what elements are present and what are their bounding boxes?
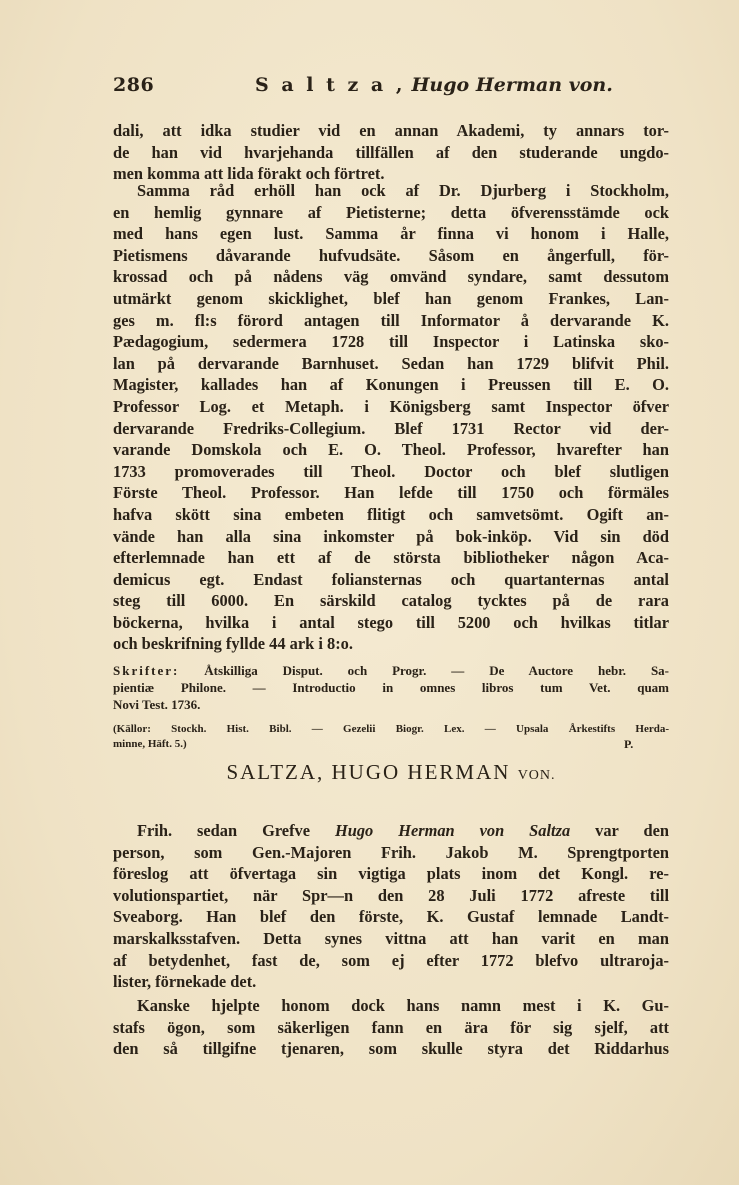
text-line: volutionspartiet, när Spr—n den 28 Juli 1772 afreste till [113, 885, 669, 905]
text-line: Förste Theol. Professor. Han lefde till 1750 och förmäles [113, 483, 669, 503]
text-line: böckerna, hvilka i antal stego till 5200 och hvilkas titlar [113, 612, 669, 632]
sources-label: (Källor: [113, 723, 151, 735]
text-line: dali, att idka studier vid en annan Akademi, ty annars tor- [113, 121, 669, 140]
text-line: föreslog att öfvertaga sin vigtiga plats inom det Kongl. re- [113, 864, 669, 884]
works-line: pientiæ Philone. — Introductio in omnes libros tum Vet. quam [113, 680, 669, 695]
section-heading-main: SALTZA, HUGO HERMAN [226, 760, 511, 784]
text-line: Pædagogium, sedermera 1728 till Inspector i Latinska sko- [113, 332, 669, 352]
text-line: utmärkt genom skicklighet, blef han genom Frankes, Lan- [113, 288, 669, 308]
text-pre: Frih. sedan Grefve [137, 821, 310, 840]
text-line: krossad och på nådens väg omvänd syndare, samt dessutom [113, 267, 669, 287]
paragraph-3 [113, 820, 669, 993]
works-line [113, 662, 669, 679]
text-line: vände han alla sina inkomster på bok-inköp. Vid sin död [113, 526, 669, 546]
text-line: hafva skött sina embeten flitigt och samvetsömt. Ogift an- [113, 504, 669, 524]
paragraph-4 [113, 995, 669, 1060]
sources-line: minne, Häft. 5.) [113, 738, 187, 750]
text-line: dervarande Fredriks-Collegium. Blef 1731 Rector vid der- [113, 418, 669, 438]
text-line: efterlemnade han ett af de största bibliotheker någon Aca- [113, 548, 669, 568]
running-title-italic: Hugo Herman von. [411, 74, 613, 96]
works-text: Åtskilliga Disput. och Progr. — De Auctore hebr. Sa- [204, 663, 669, 678]
text-line: de han vid hvarjehanda tillfällen af den studerande ungdo- [113, 142, 669, 162]
text-line: stafs ögon, som säkerligen fann en ära för sig sjelf, att [113, 1017, 669, 1037]
text-line: Magister, kallades han af Konungen i Preussen till E. O. [113, 375, 669, 395]
text-line: Professor Log. et Metaph. i Königsberg samt Inspector öfver [113, 396, 669, 416]
sources-text: Stockh. Hist. Bibl. — Gezelii Biogr. Lex. — Upsala Årkestifts Herda- [171, 723, 669, 735]
sources-line [113, 722, 669, 737]
text-line: steg till 6000. En särskild catalog tycktes på de rara [113, 591, 669, 611]
person-name: Hugo Herman von Saltza [334, 821, 571, 840]
text-line: af betydenhet, fast de, som ej efter 1772 blefvo ultraroja- [113, 950, 669, 970]
paragraph-2 [113, 180, 669, 655]
running-title-caps: S a l t z a , [255, 74, 406, 96]
text-line: men komma att lida förakt och förtret. [113, 164, 385, 184]
text-line: person, som Gen.-Majoren Frih. Jakob M. Sprengtporten [113, 842, 669, 862]
text-post: var den [595, 821, 669, 840]
text-line: ges m. fl:s förord antagen till Informator å dervarande K. [113, 310, 669, 330]
text-line: Sveaborg. Han blef den förste, K. Gustaf lemnade Landt- [113, 907, 669, 927]
text-line [113, 820, 669, 842]
section-heading [113, 760, 669, 785]
section-heading-small: VON. [517, 768, 556, 783]
text-line: Samma råd erhöll han ock af Dr. Djurberg i Stockholm, [137, 181, 669, 200]
running-title [255, 74, 613, 96]
text-line: 1733 promoverades till Theol. Doctor och blef slutligen [113, 461, 669, 481]
works-line: Novi Test. 1736. [113, 697, 201, 712]
sources-list [113, 722, 669, 752]
text-line: marskalksstafven. Detta synes vittna att han varit en man [113, 928, 669, 948]
works-label: Skrifter: [113, 663, 180, 678]
text-line: Kanske hjelpte honom dock hans namn mest i K. Gu- [137, 996, 669, 1015]
text-line: med hans egen lust. Samma år finna vi honom i Halle, [113, 224, 669, 244]
text-line: Pietismens dåvarande hufvudsäte. Såsom en ångerfull, för- [113, 245, 669, 265]
text-line: demicus egt. Endast foliansternas och quartanternas antal [113, 569, 669, 589]
paragraph-1 [113, 120, 669, 185]
author-signature: P. [624, 737, 634, 751]
text-line: och beskrifning fyllde 44 ark i 8:o. [113, 634, 353, 654]
text-line: varande Domskola och E. O. Theol. Professor, hvarefter han [113, 440, 669, 460]
text-line: den så tillgifne tjenaren, som skulle styra det Riddarhus [113, 1039, 669, 1059]
page-number: 286 [113, 74, 155, 96]
text-line: en hemlig gynnare af Pietisterne; detta öfverensstämde ock [113, 202, 669, 222]
text-line: lister, förnekade det. [113, 972, 257, 992]
works-list [113, 662, 669, 713]
text-line: lan på dervarande Barnhuset. Sedan han 1729 blifvit Phil. [113, 353, 669, 373]
page-header [113, 74, 673, 100]
